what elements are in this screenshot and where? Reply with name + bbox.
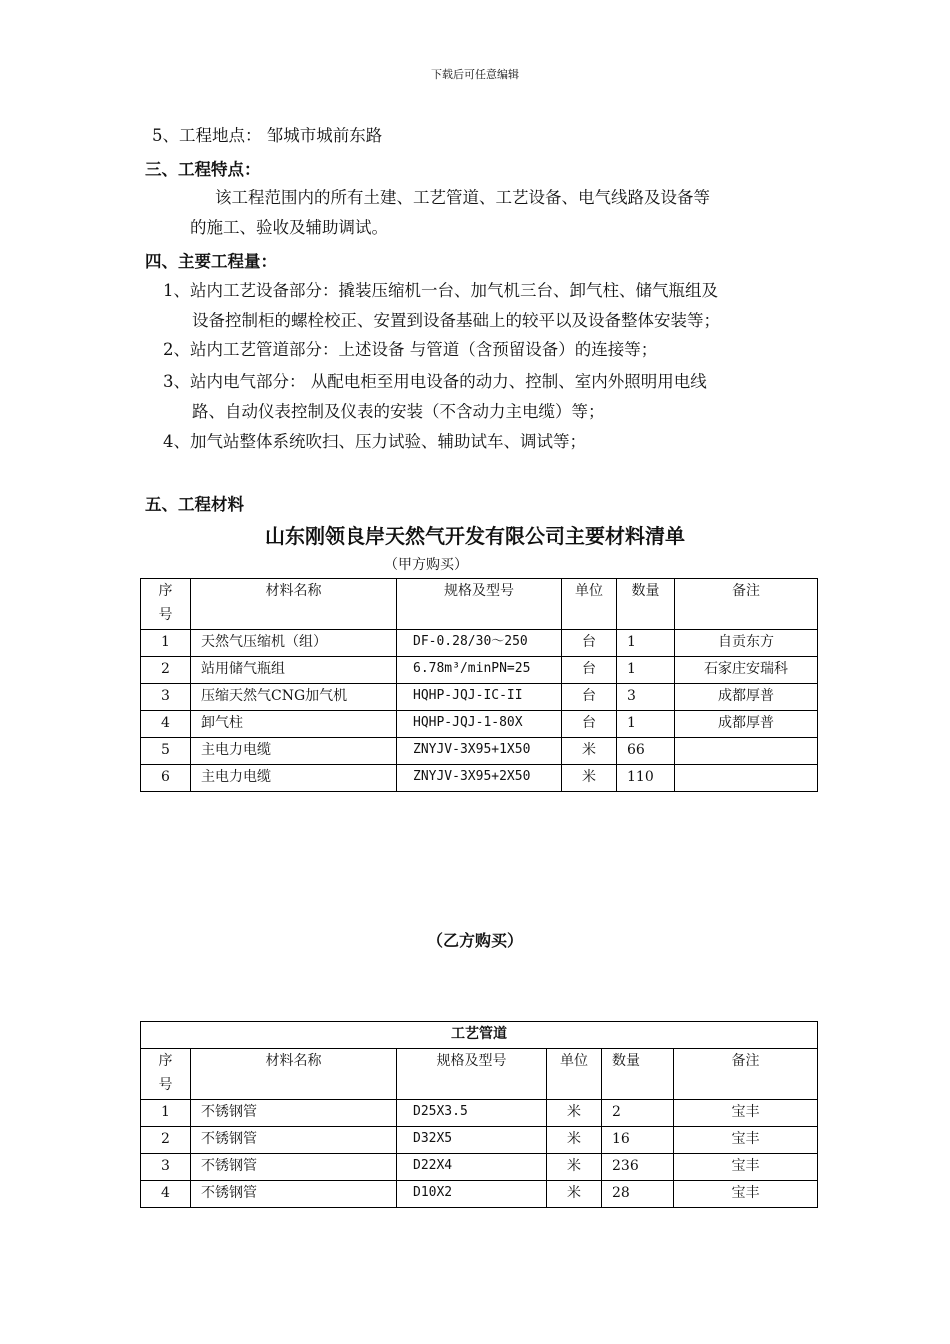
section-4-item2: 2、站内工艺管道部分：上述设备 与管道（含预留设备）的连接等； bbox=[163, 340, 658, 359]
party-a-materials-table bbox=[140, 578, 818, 792]
section-4-item1-line1: 1、站内工艺设备部分：撬装压缩机一台、加气机三台、卸气柱、储气瓶组及 bbox=[163, 281, 718, 300]
cell-spec: DF-0.28/30～250 bbox=[397, 630, 562, 657]
cell-name: 主电力电缆 bbox=[191, 765, 397, 792]
cell-note bbox=[675, 765, 818, 792]
header-spec: 规格及型号 bbox=[397, 1049, 547, 1100]
cell-qty: 16 bbox=[602, 1127, 674, 1154]
cell-note: 石家庄安瑞科 bbox=[675, 657, 818, 684]
cell-spec: 6.78m³/minPN=25 bbox=[397, 657, 562, 684]
cell-name: 压缩天然气CNG加气机 bbox=[191, 684, 397, 711]
cell-spec: D32X5 bbox=[397, 1127, 547, 1154]
page-header: 下载后可任意编辑 bbox=[431, 68, 519, 81]
cell-note: 成都厚普 bbox=[675, 711, 818, 738]
table-row bbox=[141, 657, 818, 684]
table-row bbox=[141, 765, 818, 792]
cell-name: 卸气柱 bbox=[191, 711, 397, 738]
cell-unit: 台 bbox=[562, 657, 617, 684]
section-4-item4: 4、加气站整体系统吹扫、压力试验、辅助试车、调试等； bbox=[163, 432, 586, 451]
cell-note bbox=[675, 738, 818, 765]
table-header-row bbox=[141, 579, 818, 630]
project-location: 5、工程地点： 邹城市城前东路 bbox=[152, 126, 383, 145]
header-name: 材料名称 bbox=[191, 579, 397, 630]
material-list-title: 山东刚领良岸天然气开发有限公司主要材料清单 bbox=[265, 524, 685, 548]
header-qty: 数量 bbox=[602, 1049, 674, 1100]
table-header-row bbox=[141, 1049, 818, 1100]
header-note: 备注 bbox=[675, 579, 818, 630]
cell-unit: 米 bbox=[562, 738, 617, 765]
cell-name: 天然气压缩机（组） bbox=[191, 630, 397, 657]
header-note: 备注 bbox=[674, 1049, 818, 1100]
cell-spec: HQHP-JQJ-1-80X bbox=[397, 711, 562, 738]
cell-qty: 236 bbox=[602, 1154, 674, 1181]
cell-unit: 米 bbox=[547, 1181, 602, 1208]
cell-note: 宝丰 bbox=[674, 1154, 818, 1181]
cell-qty: 1 bbox=[617, 657, 675, 684]
section-4-item1-line2: 设备控制柜的螺栓校正、安置到设备基础上的较平以及设备整体安装等； bbox=[192, 311, 720, 330]
cell-qty: 2 bbox=[602, 1100, 674, 1127]
table-row bbox=[141, 630, 818, 657]
cell-seq: 4 bbox=[141, 1181, 191, 1208]
header-qty: 数量 bbox=[617, 579, 675, 630]
header-seq: 序 号 bbox=[141, 1049, 191, 1100]
cell-spec: D25X3.5 bbox=[397, 1100, 547, 1127]
party-b-materials-table bbox=[140, 1021, 818, 1208]
cell-seq: 1 bbox=[141, 1100, 191, 1127]
cell-name: 不锈钢管 bbox=[191, 1181, 397, 1208]
cell-unit: 台 bbox=[562, 711, 617, 738]
cell-seq: 6 bbox=[141, 765, 191, 792]
table-row bbox=[141, 738, 818, 765]
header-name: 材料名称 bbox=[191, 1049, 397, 1100]
section-3-line1: 该工程范围内的所有土建、工艺管道、工艺设备、电气线路及设备等 bbox=[215, 188, 710, 207]
party-a-subtitle: （甲方购买） bbox=[384, 557, 468, 573]
cell-qty: 28 bbox=[602, 1181, 674, 1208]
cell-qty: 110 bbox=[617, 765, 675, 792]
table-row bbox=[141, 1127, 818, 1154]
cell-seq: 3 bbox=[141, 684, 191, 711]
cell-name: 站用储气瓶组 bbox=[191, 657, 397, 684]
table-row bbox=[141, 1154, 818, 1181]
cell-unit: 米 bbox=[547, 1100, 602, 1127]
cell-name: 主电力电缆 bbox=[191, 738, 397, 765]
party-b-subtitle: （乙方购买） bbox=[426, 931, 523, 950]
section-5-title: 五、工程材料 bbox=[145, 495, 244, 514]
header-unit: 单位 bbox=[562, 579, 617, 630]
header-seq: 序 号 bbox=[141, 579, 191, 630]
cell-note: 宝丰 bbox=[674, 1181, 818, 1208]
header-unit: 单位 bbox=[547, 1049, 602, 1100]
section-3-title: 三、工程特点： bbox=[145, 160, 261, 179]
section-3-line2: 的施工、验收及辅助调试。 bbox=[190, 218, 388, 237]
cell-seq: 2 bbox=[141, 657, 191, 684]
table-row bbox=[141, 1100, 818, 1127]
cell-spec: ZNYJV-3X95+1X50 bbox=[397, 738, 562, 765]
cell-note: 自贡东方 bbox=[675, 630, 818, 657]
cell-name: 不锈钢管 bbox=[191, 1100, 397, 1127]
table-row bbox=[141, 711, 818, 738]
header-spec: 规格及型号 bbox=[397, 579, 562, 630]
cell-note: 宝丰 bbox=[674, 1127, 818, 1154]
cell-note: 宝丰 bbox=[674, 1100, 818, 1127]
cell-spec: D10X2 bbox=[397, 1181, 547, 1208]
cell-qty: 3 bbox=[617, 684, 675, 711]
cell-seq: 4 bbox=[141, 711, 191, 738]
cell-seq: 2 bbox=[141, 1127, 191, 1154]
cell-qty: 1 bbox=[617, 630, 675, 657]
cell-qty: 66 bbox=[617, 738, 675, 765]
cell-qty: 1 bbox=[617, 711, 675, 738]
cell-spec: HQHP-JQJ-IC-II bbox=[397, 684, 562, 711]
cell-name: 不锈钢管 bbox=[191, 1127, 397, 1154]
cell-spec: D22X4 bbox=[397, 1154, 547, 1181]
cell-unit: 米 bbox=[562, 765, 617, 792]
table-row bbox=[141, 1181, 818, 1208]
cell-spec: ZNYJV-3X95+2X50 bbox=[397, 765, 562, 792]
section-4-item3-line1: 3、站内电气部分： 从配电柜至用电设备的动力、控制、室内外照明用电线 bbox=[163, 372, 707, 391]
cell-seq: 5 bbox=[141, 738, 191, 765]
section-4-item3-line2: 路、自动仪表控制及仪表的安装（不含动力主电缆）等； bbox=[192, 402, 605, 421]
cell-unit: 台 bbox=[562, 630, 617, 657]
table-caption-row bbox=[141, 1022, 818, 1049]
cell-unit: 米 bbox=[547, 1127, 602, 1154]
section-4-title: 四、主要工程量： bbox=[145, 252, 277, 271]
cell-unit: 米 bbox=[547, 1154, 602, 1181]
process-piping-caption: 工艺管道 bbox=[141, 1022, 818, 1049]
table-row bbox=[141, 684, 818, 711]
cell-seq: 1 bbox=[141, 630, 191, 657]
cell-name: 不锈钢管 bbox=[191, 1154, 397, 1181]
cell-note: 成都厚普 bbox=[675, 684, 818, 711]
cell-seq: 3 bbox=[141, 1154, 191, 1181]
cell-unit: 台 bbox=[562, 684, 617, 711]
